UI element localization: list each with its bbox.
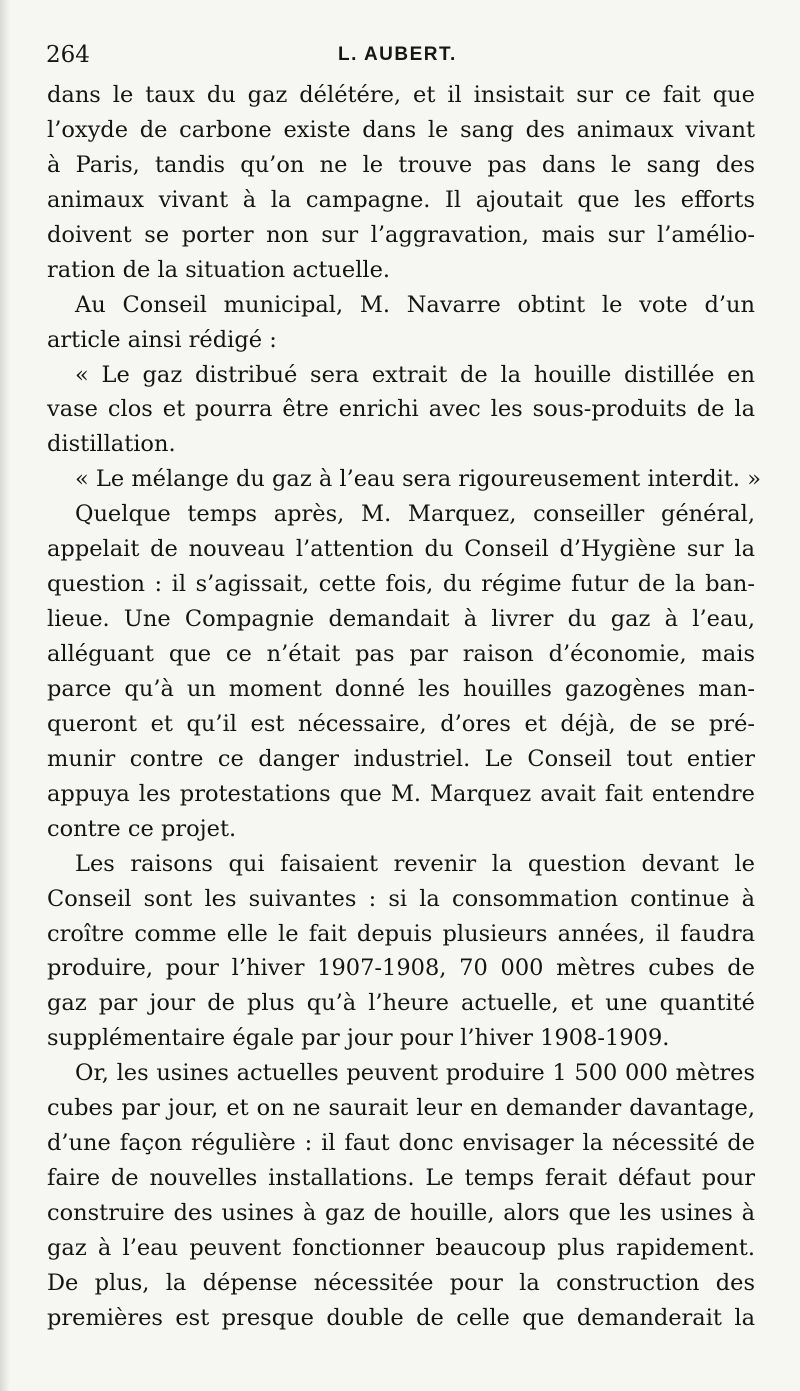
text-line: supplémentaire égale par jour pour l’hiver 1908-1909. — [47, 1025, 670, 1052]
text-line: Conseil sont les suivantes : si la consommation continue à — [47, 885, 755, 912]
page-header — [46, 38, 756, 74]
text-line: parce qu’à un moment donné les houilles gazogènes man- — [47, 675, 755, 702]
text-line: faire de nouvelles installations. Le temps ferait défaut pour — [47, 1165, 755, 1192]
text-line: produire, pour l’hiver 1907-1908, 70 000 mètres cubes de — [47, 955, 755, 982]
text-line: construire des usines à gaz de houille, alors que les usines à — [47, 1200, 755, 1226]
text-line: Quelque temps après, M. Marquez, conseiller général, — [75, 501, 755, 528]
text-line: question : il s’agissait, cette fois, du régime futur de la ban- — [47, 571, 755, 598]
text-line: alléguant que ce n’était pas par raison d’économie, mais — [47, 641, 755, 667]
text-line: « Le mélange du gaz à l’eau sera rigoureusement interdit. » — [75, 466, 761, 493]
text-line: queront et qu’il est nécessaire, d’ores et déjà, de se pré- — [47, 710, 755, 737]
text-line: Or, les usines actuelles peuvent produire 1 500 000 mètres — [75, 1060, 755, 1087]
text-line: De plus, la dépense nécessitée pour la construction des — [47, 1269, 755, 1296]
text-line: gaz par jour de plus qu’à l’heure actuelle, et une quantité — [47, 990, 755, 1017]
text-line: doivent se porter non sur l’aggravation, mais sur l’amélio- — [47, 221, 755, 248]
text-line: contre ce projet. — [47, 815, 237, 842]
text-line: munir contre ce danger industriel. Le Conseil tout entier — [47, 745, 755, 772]
body-text — [47, 78, 761, 1336]
text-line: dans le taux du gaz délétére, et il insistait sur ce fait que — [47, 82, 755, 108]
text-line: croître comme elle le fait depuis plusieurs années, il faudra — [47, 920, 755, 947]
text-line: lieue. Une Compagnie demandait à livrer du gaz à l’eau, — [47, 606, 755, 633]
page-number: 264 — [46, 42, 90, 68]
running-head: L. AUBERT. — [338, 44, 457, 65]
text-line: premières est presque double de celle que demanderait la — [47, 1304, 755, 1331]
text-line: « Le gaz distribué sera extrait de la houille distillée en — [75, 361, 755, 388]
text-line: gaz à l’eau peuvent fonctionner beaucoup plus rapidement. — [47, 1234, 755, 1261]
text-line: appelait de nouveau l’attention du Conseil d’Hygiène sur la — [47, 536, 755, 563]
text-line: ration de la situation actuelle. — [47, 256, 391, 283]
text-line: distillation. — [47, 431, 176, 458]
page-gutter-shadow — [0, 0, 10, 1391]
text-line: à Paris, tandis qu’on ne le trouve pas dans le sang des — [47, 151, 755, 178]
text-line: Les raisons qui faisaient revenir la question devant le — [75, 850, 755, 877]
text-line: cubes par jour, et on ne saurait leur en demander davantage, — [47, 1095, 755, 1122]
text-line: Au Conseil municipal, M. Navarre obtint le vote d’un — [75, 291, 755, 318]
text-line: d’une façon régulière : il faut donc envisager la nécessité de — [47, 1130, 755, 1157]
text-line: appuya les protestations que M. Marquez avait fait entendre — [47, 780, 755, 807]
text-line: vase clos et pourra être enrichi avec les sous-produits de la — [47, 396, 755, 423]
text-line: l’oxyde de carbone existe dans le sang des animaux vivant — [47, 116, 755, 143]
text-line: article ainsi rédigé : — [47, 326, 277, 353]
text-line: animaux vivant à la campagne. Il ajoutait que les efforts — [47, 186, 755, 213]
